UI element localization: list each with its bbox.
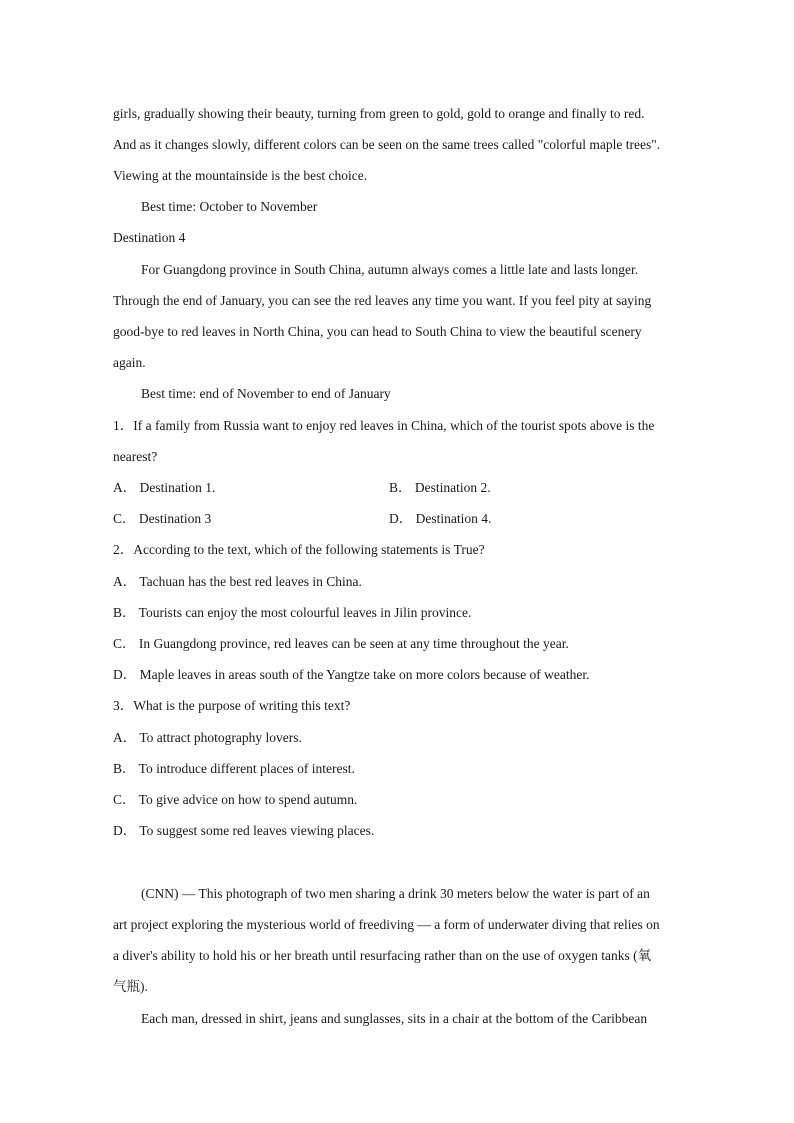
option-a: A． To attract photography lovers. [113,730,302,745]
passage-line: (CNN) — This photograph of two men sharing a drink 30 meters below the water is part of an [141,886,650,901]
question-stem: 2．According to the text, which of the following statements is True? [113,542,485,557]
question-stem: nearest? [113,449,158,464]
passage-line: For Guangdong province in South China, autumn always comes a little late and lasts longer. [141,262,639,277]
passage-line: girls, gradually showing their beauty, turning from green to gold, gold to orange and finally to red. [113,106,645,121]
passage-line: Viewing at the mountainside is the best choice. [113,168,368,183]
destination-heading: Destination 4 [113,230,186,245]
option-a: A． Destination 1. [113,480,216,495]
passage-line: art project exploring the mysterious world of freediving — a form of underwater diving that relies on [113,917,660,932]
passage-line: Through the end of January, you can see the red leaves any time you want. If you feel pity at saying [113,293,652,308]
passage-line: Each man, dressed in shirt, jeans and sunglasses, sits in a chair at the bottom of the Caribbean [141,1011,648,1026]
best-time-line: Best time: October to November [141,199,318,214]
option-b: B． Tourists can enjoy the most colourful leaves in Jilin province. [113,605,472,620]
passage-line: And as it changes slowly, different colors can be seen on the same trees called "colorful maple trees". [113,137,661,152]
option-c: C． Destination 3 [113,511,212,526]
passage-line: a diver's ability to hold his or her breath until resurfacing rather than on the use of oxygen tanks (氧 [113,948,652,963]
option-b: B． Destination 2. [389,480,491,495]
best-time-line: Best time: end of November to end of January [141,386,391,401]
passage-line: again. [113,355,146,370]
passage-line: 气瓶). [113,979,148,994]
option-b: B． To introduce different places of interest. [113,761,355,776]
option-d: D． To suggest some red leaves viewing places. [113,823,375,838]
option-d: D． Maple leaves in areas south of the Yangtze take on more colors because of weather. [113,667,590,682]
question-stem: 3．What is the purpose of writing this text? [113,698,351,713]
question-stem: 1．If a family from Russia want to enjoy red leaves in China, which of the tourist spots above is the [113,418,655,433]
option-c: C． To give advice on how to spend autumn. [113,792,358,807]
option-a: A． Tachuan has the best red leaves in China. [113,574,362,589]
passage-line: good-bye to red leaves in North China, you can head to South China to view the beautiful scenery [113,324,642,339]
option-c: C． In Guangdong province, red leaves can be seen at any time throughout the year. [113,636,569,651]
option-d: D． Destination 4. [389,511,492,526]
